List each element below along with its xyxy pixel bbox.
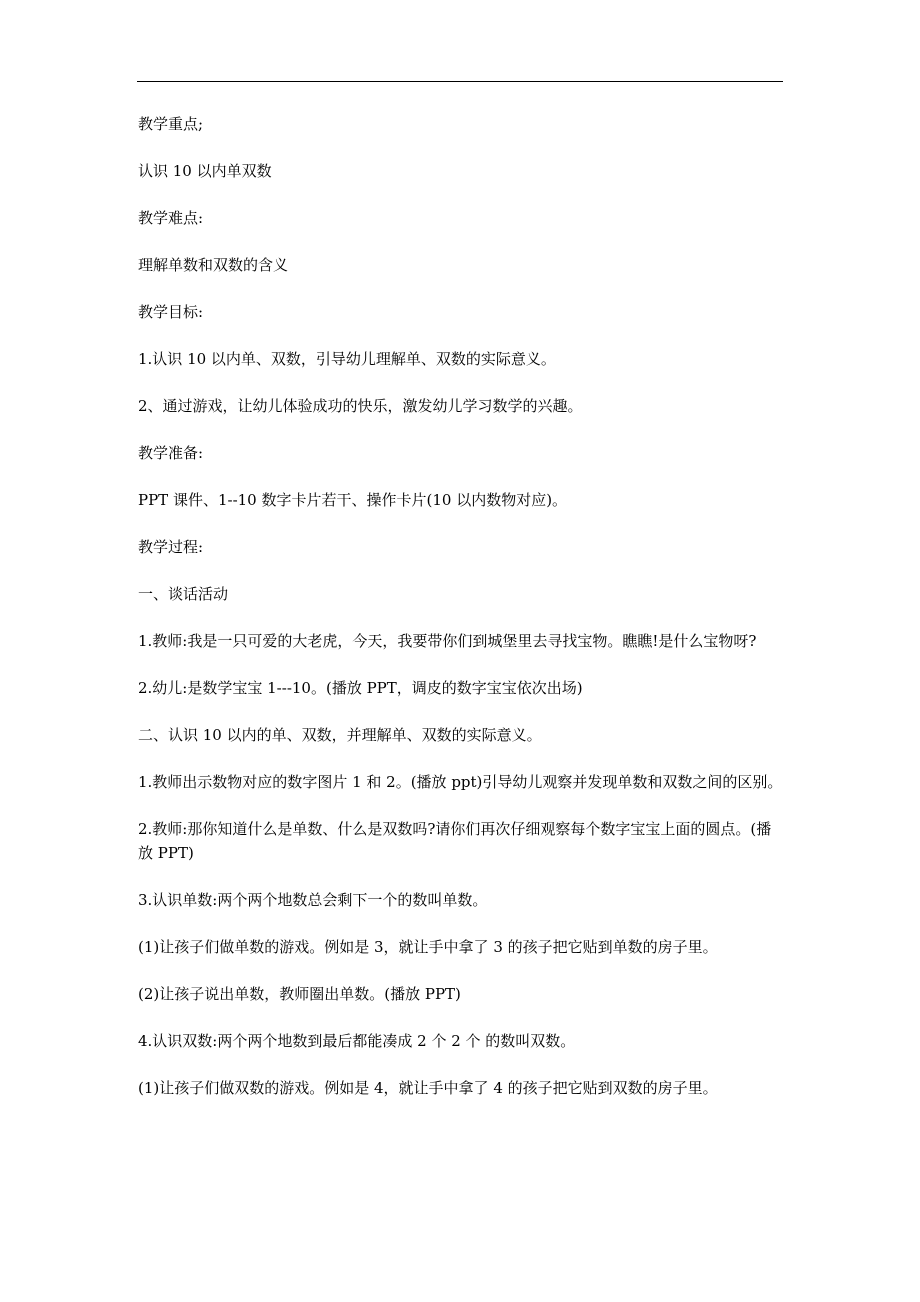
heading-objectives: 教学目标:: [138, 303, 204, 321]
process-paragraph: 1.教师出示数物对应的数字图片 1 和 2。(播放 ppt)引导幼儿观察并发现单数和双数之间的区别。: [138, 773, 783, 791]
process-paragraph: 2.教师:那你知道什么是单数、什么是双数吗?请你们再次仔细观察每个数字宝宝上面的圆点。(播放 PPT): [138, 820, 772, 862]
section-odd-even: 二、认识 10 以内的单、双数，并理解单、双数的实际意义。: [138, 726, 542, 744]
process-paragraph: (1)让孩子们做单数的游戏。例如是 3，就让手中拿了 3 的孩子把它贴到单数的房子里。: [138, 938, 718, 956]
process-paragraph: 2.幼儿:是数学宝宝 1---10。(播放 PPT，调皮的数字宝宝依次出场): [138, 679, 583, 697]
process-paragraph: (1)让孩子们做双数的游戏。例如是 4，就让手中拿了 4 的孩子把它贴到双数的房子里。: [138, 1079, 718, 1097]
heading-preparation: 教学准备:: [138, 444, 204, 462]
heading-key-points: 教学重点;: [138, 115, 204, 133]
preparation-text: PPT 课件、1--10 数字卡片若干、操作卡片(10 以内数物对应)。: [138, 491, 568, 509]
process-paragraph: 4.认识双数:两个两个地数到最后都能凑成 2 个 2 个 的数叫双数。: [138, 1032, 576, 1050]
objective-item-2: 2、通过游戏，让幼儿体验成功的快乐，激发幼儿学习数学的兴趣。: [138, 397, 583, 415]
heading-process: 教学过程:: [138, 538, 204, 556]
process-paragraph: 1.教师:我是一只可爱的大老虎，今天，我要带你们到城堡里去寻找宝物。瞧瞧!是什么宝物呀?: [138, 632, 757, 650]
key-points-text: 认识 10 以内单双数: [138, 162, 272, 180]
difficulties-text: 理解单数和双数的含义: [138, 256, 289, 274]
objective-item-1: 1.认识 10 以内单、双数，引导幼儿理解单、双数的实际意义。: [138, 350, 556, 368]
document-body: [138, 112, 786, 1123]
heading-difficulties: 教学难点:: [138, 209, 204, 227]
header-rule: [137, 81, 783, 82]
process-paragraph: (2)让孩子说出单数，教师圈出单数。(播放 PPT): [138, 985, 461, 1003]
process-paragraph: 3.认识单数:两个两个地数总会剩下一个的数叫单数。: [138, 891, 488, 909]
section-talk-activity: 一、谈话活动: [138, 585, 229, 603]
